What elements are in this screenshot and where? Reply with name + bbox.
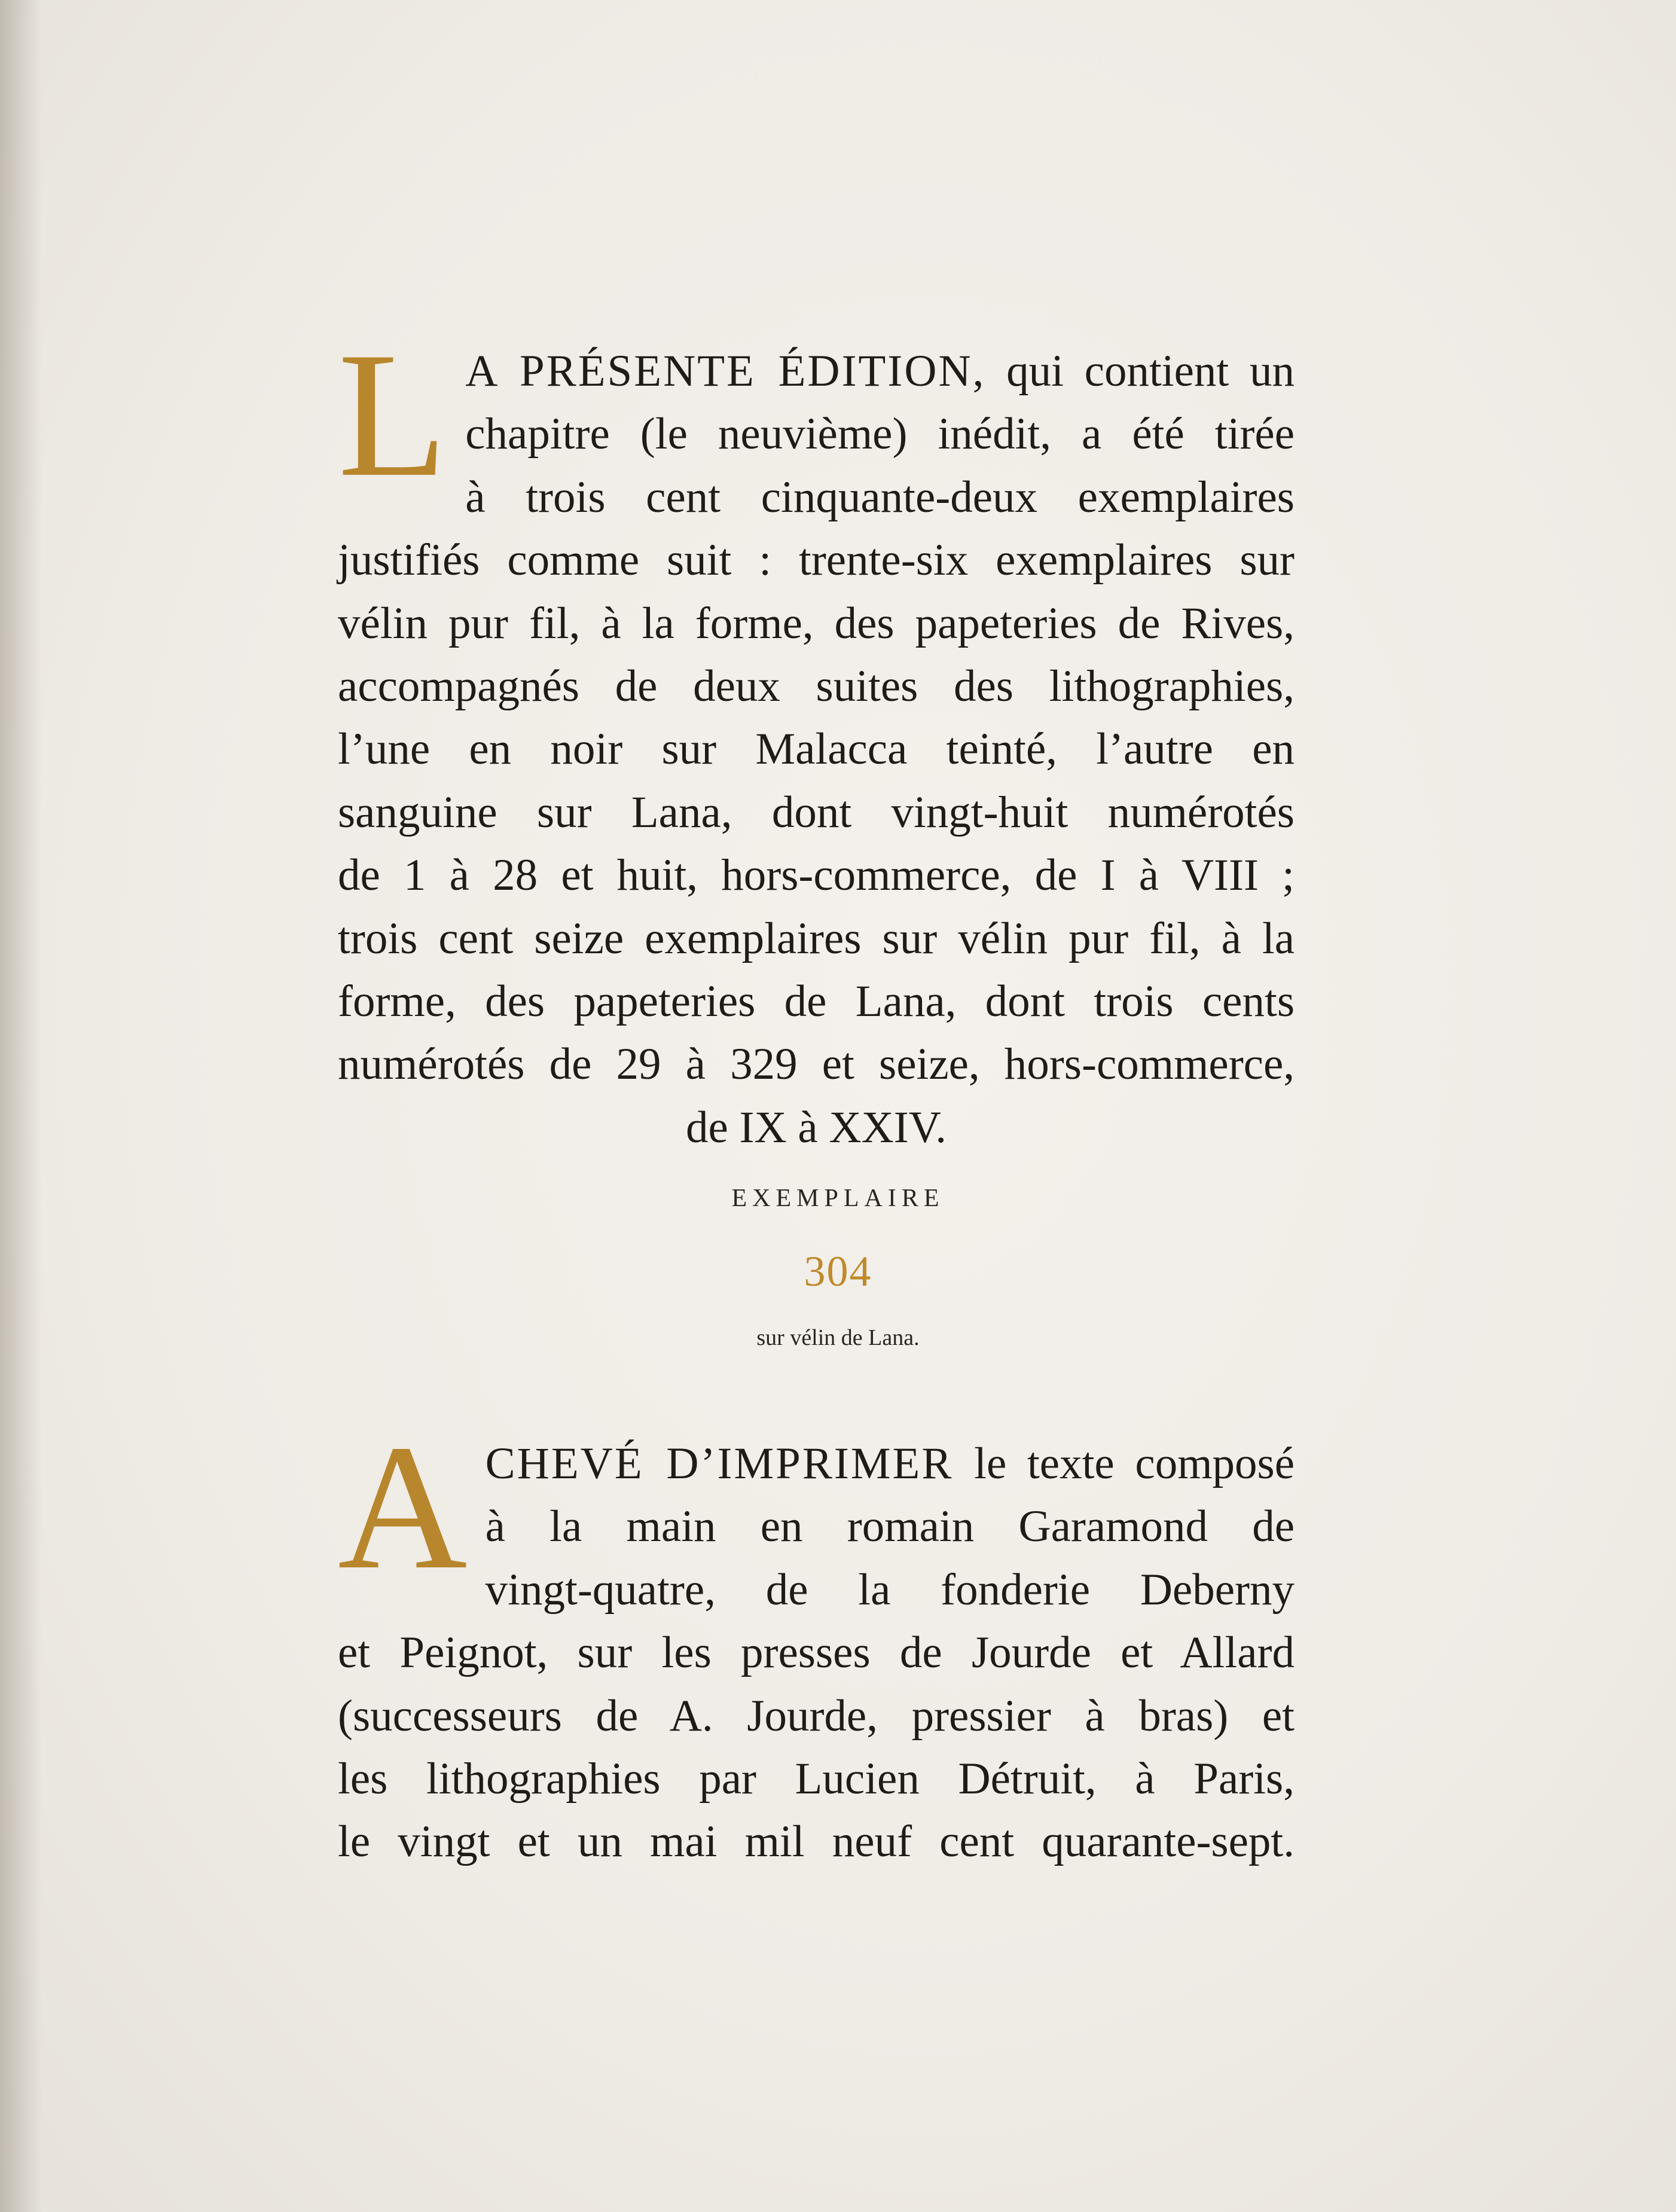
copy-number: 304 — [804, 1247, 872, 1295]
statement-lead: A PRÉSENTE ÉDITION, — [465, 346, 986, 396]
dropcap-a: A — [338, 1408, 468, 1606]
statement-line: vélin pur fil, à la forme, des papeteries de Rives, — [338, 598, 1295, 648]
copy-paper: sur vélin de Lana. — [756, 1325, 920, 1350]
imprint-line: les lithographies par Lucien Détruit, à Paris, — [338, 1753, 1295, 1804]
statement-line: forme, des papeteries de Lana, dont trois cents — [338, 976, 1295, 1026]
statement-line: sanguine sur Lana, dont vingt-huit numérotés — [338, 787, 1295, 837]
statement-line-last: de IX à XXIV. — [685, 1102, 947, 1152]
imprint-line: vingt-quatre, de la fonderie Deberny — [485, 1564, 1295, 1615]
imprint-statement — [338, 1408, 1295, 1874]
imprint-line: (successeurs de A. Jourde, pressier à bras) et — [338, 1691, 1295, 1741]
statement-line: trois cent seize exemplaires sur vélin pur fil, à la — [338, 913, 1295, 963]
statement-line: à trois cent cinquante-deux exemplaires — [465, 472, 1295, 522]
dropcap-l: L — [338, 315, 448, 514]
statement-line: l’une en noir sur Malacca teinté, l’autre en — [338, 724, 1295, 774]
statement-line: de 1 à 28 et huit, hors-commerce, de I à VIII ; — [338, 850, 1295, 901]
imprint-line: et Peignot, sur les presses de Jourde et Allard — [338, 1628, 1295, 1678]
statement-line: accompagnés de deux suites des lithographies, — [338, 661, 1295, 711]
statement-line: numérotés de 29 à 329 et seize, hors-commerce, — [338, 1039, 1295, 1090]
edition-statement — [338, 315, 1295, 1159]
statement-line: A PRÉSENTE ÉDITION, qui contient un — [465, 346, 1295, 396]
gutter-shadow — [0, 0, 42, 2212]
imprint-line: CHEVÉ D’IMPRIMER le texte composé — [485, 1439, 1295, 1488]
imprint-line: le vingt et un mai mil neuf cent quarante-sept. — [338, 1817, 1295, 1867]
statement-line: chapitre (le neuvième) inédit, a été tirée — [465, 409, 1295, 459]
copy-label: EXEMPLAIRE — [731, 1185, 945, 1212]
statement-line: justifiés comme suit : trente-six exemplaires sur — [338, 535, 1295, 585]
imprint-lead: CHEVÉ D’IMPRIMER — [485, 1439, 954, 1488]
imprint-line: à la main en romain Garamond de — [485, 1502, 1295, 1552]
